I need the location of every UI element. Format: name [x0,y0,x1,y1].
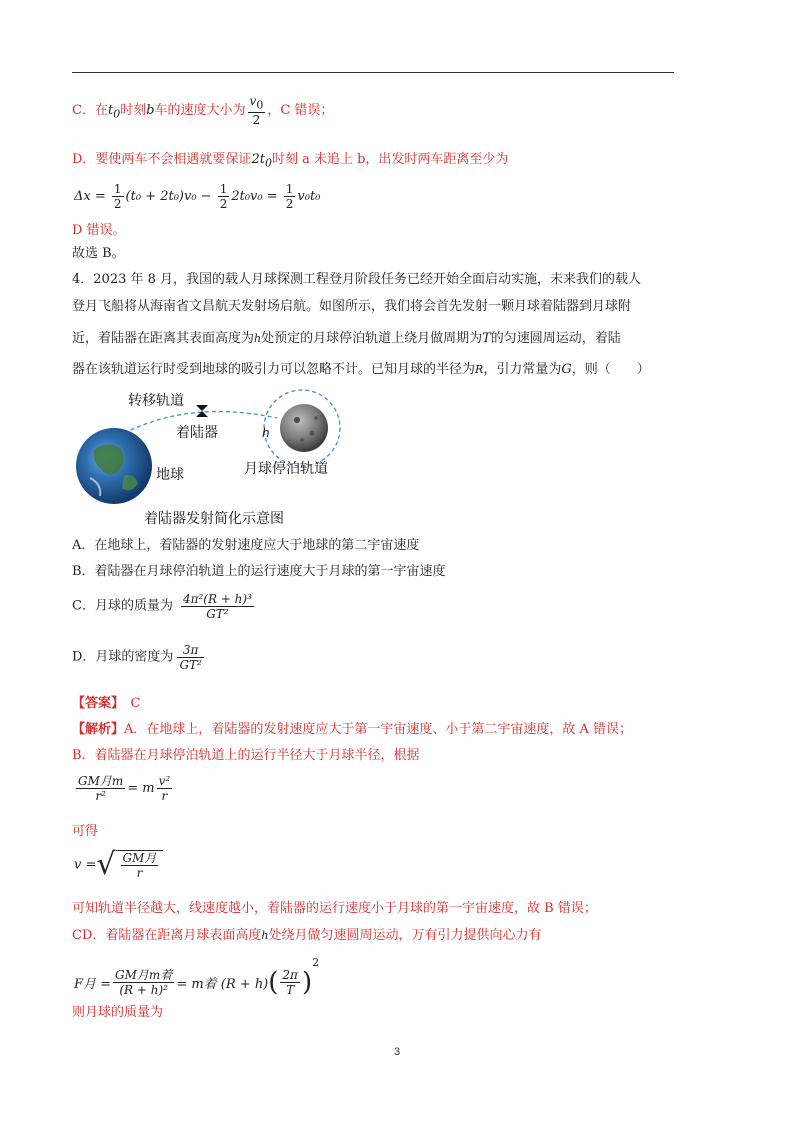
label-h: h [262,426,270,440]
option-a: A．在地球上，着陆器的发射速度应大于地球的第二宇宙速度 [72,538,420,553]
d-wrong: D 错误。 [72,223,126,238]
c-suffix: ，C 错误； [267,103,334,119]
q4-line-3: 近，着陆器在距离其表面高度为h处预定的月球停泊轨道上绕月做周期为T的匀速圆周运动，着陆 [72,331,621,346]
label-transfer-orbit: 转移轨道 [128,393,184,409]
analysis-b: B．着陆器在月球停泊轨道上的运行半径大于月球半径，根据 [72,748,420,763]
q4-line-4: 器在该轨道运行时受到地球的吸引力可以忽略不计。已知月球的半径为R，引力常量为G，则（ ） [72,362,650,377]
analysis-cd: CD．着陆器在距离月球表面高度h处绕月做匀速圆周运动，万有引力提供向心力有 [72,928,542,943]
header-rule [72,72,674,73]
gravity-equation: $\frac{\text{GM月m}}{\text{r²}}$ = m $\frac{\text{v²}}{r}$ [78,774,171,803]
d-mid: 时刻 a 未追上 b，出发时两车距离至少为 [271,152,509,167]
c-prefix: C．在 [72,103,108,119]
kede-1: 可得 [72,824,99,839]
option-d: D．月球的密度为 $\frac{3\pi}{\text{GT²}}$ [72,643,202,672]
delta-x-formula: Δx = $\frac{1}{2}$ (t₀ + 2t₀)v₀ − $\frac{1}{2}$ 2t₀v₀ = $\frac{1}{2}$ v₀t₀ [74,182,321,211]
page-number: 3 [393,1046,401,1058]
velocity-equation: v =√ $\frac{\text{GM月}}{r}$ [74,850,163,880]
centripetal-equation: F月 = $\frac{\text{GM月m着}}{\text{(R + h)²}}$ = m着 (R + h)( $\frac{2\pi}{T}$ )$^2$ [74,956,320,998]
option-b: B．着陆器在月球停泊轨道上的运行速度大于月球的第一宇宙速度 [72,564,446,579]
choose-b: 故选 B。 [72,246,125,261]
moon-icon [280,404,328,452]
option-d-explanation [72,151,508,173]
c-fraction: $\frac{v_0}{2}$ [249,94,264,128]
c-t0: $t_0$ [107,103,121,121]
moon-mass-line: 则月球的质量为 [72,1005,164,1020]
d-prefix: D．要使两车不会相遇就要保证 [72,152,252,167]
c-mid2: 车的速度大小为 [154,103,246,119]
label-lander: 着陆器 [176,425,218,441]
q4-line-1: 4．2023 年 8 月，我国的载人月球探测工程登月阶段任务已经开始全面启动实施，未来我们的载人 [72,272,642,287]
c-b: b [146,103,155,119]
diagram-caption: 着陆器发射简化示意图 [144,511,284,527]
option-c: C．月球的质量为 $\frac{\text{4π²(R + h)³}}{\text{GT²}}$ [72,592,252,621]
option-c-explanation [72,94,333,127]
analysis-a: 【解析】A．在地球上，着陆器的发射速度应大于第一宇宙速度、小于第二宇宙速度，故 A 错误； [72,722,633,737]
answer: 【答案】 C [72,696,141,711]
conclusion-b: 可知轨道半径越大，线速度越小，着陆器的运行速度小于月球的第一宇宙速度，故 B 错误； [72,901,597,916]
c-mid1: 时刻 [120,103,147,119]
lander-launch-diagram [72,388,372,528]
lander-icon [196,405,208,417]
label-parking-orbit: 月球停泊轨道 [244,461,328,477]
q4-line-2: 登月飞船将从海南省文昌航天发射场启航。如图所示，我们将会首先发射一颗月球着陆器到月球附 [72,299,632,314]
d-2t0: $2t_0$ [251,152,272,170]
label-earth: 地球 [156,467,184,483]
